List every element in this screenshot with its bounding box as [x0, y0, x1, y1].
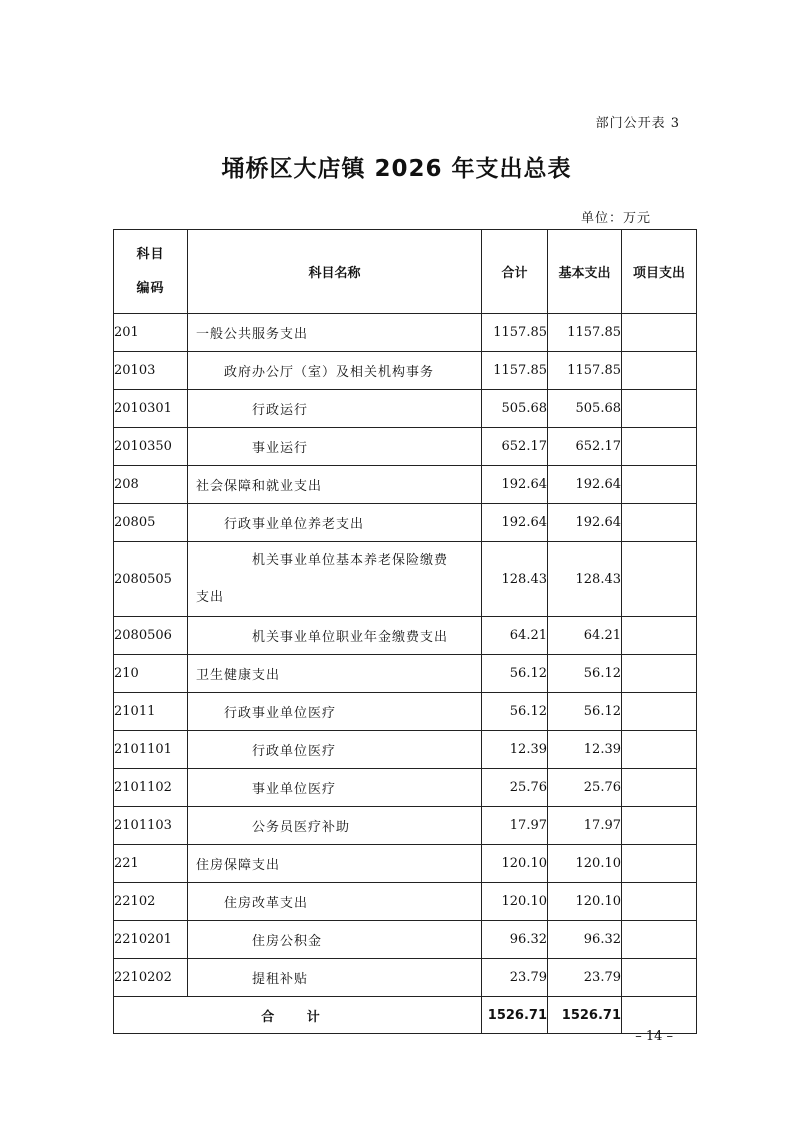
- row-code: 208: [114, 466, 188, 504]
- row-project: [622, 504, 697, 542]
- row-project: [622, 542, 697, 617]
- row-basic: 17.97: [548, 807, 622, 845]
- row-code: 221: [114, 845, 188, 883]
- row-name: 行政运行: [188, 390, 482, 428]
- row-project: [622, 731, 697, 769]
- row-name: 住房公积金: [188, 921, 482, 959]
- row-code: 201: [114, 314, 188, 352]
- row-basic: 56.12: [548, 655, 622, 693]
- row-total: 128.43: [482, 542, 548, 617]
- row-total: 120.10: [482, 845, 548, 883]
- row-name: 提租补贴: [188, 959, 482, 997]
- row-basic: 652.17: [548, 428, 622, 466]
- table-row: [114, 769, 697, 807]
- row-total: 23.79: [482, 959, 548, 997]
- row-total: 652.17: [482, 428, 548, 466]
- row-name-line1: [196, 542, 481, 579]
- unit-label: 单位：万元: [580, 211, 651, 226]
- row-basic: 23.79: [548, 959, 622, 997]
- row-name-line2: 支出: [196, 590, 225, 605]
- row-basic: 120.10: [548, 845, 622, 883]
- row-name: 机关事业单位职业年金缴费支出: [188, 617, 482, 655]
- table-row: [114, 466, 697, 504]
- row-project: [622, 428, 697, 466]
- row-basic: 25.76: [548, 769, 622, 807]
- total-project: [622, 997, 697, 1034]
- row-project: [622, 314, 697, 352]
- row-total: 12.39: [482, 731, 548, 769]
- row-project: [622, 845, 697, 883]
- row-project: [622, 655, 697, 693]
- table-row: [114, 693, 697, 731]
- table-row: [114, 731, 697, 769]
- row-code: 2080506: [114, 617, 188, 655]
- row-basic: 1157.85: [548, 314, 622, 352]
- row-name: 行政事业单位养老支出: [188, 504, 482, 542]
- table-header-row: [114, 230, 697, 314]
- table-row: [114, 959, 697, 997]
- row-total: 505.68: [482, 390, 548, 428]
- row-code: 2101101: [114, 731, 188, 769]
- row-code: 20103: [114, 352, 188, 390]
- row-code: 22102: [114, 883, 188, 921]
- row-total: 56.12: [482, 693, 548, 731]
- row-total: 192.64: [482, 466, 548, 504]
- row-code: 2210202: [114, 959, 188, 997]
- row-total: 1157.85: [482, 352, 548, 390]
- table-row: [114, 504, 697, 542]
- row-total: 96.32: [482, 921, 548, 959]
- total-basic: 1526.71: [548, 997, 622, 1034]
- row-name: 事业运行: [188, 428, 482, 466]
- row-code: 210: [114, 655, 188, 693]
- row-basic: 128.43: [548, 542, 622, 617]
- row-project: [622, 617, 697, 655]
- row-basic: 192.64: [548, 466, 622, 504]
- document-label: 部门公开表 3: [595, 116, 680, 131]
- header-code-line1: 科目: [136, 246, 165, 262]
- header-basic: 基本支出: [548, 230, 622, 314]
- row-basic: 64.21: [548, 617, 622, 655]
- row-project: [622, 883, 697, 921]
- row-total: 120.10: [482, 883, 548, 921]
- header-code-line2: 编码: [136, 280, 165, 296]
- row-project: [622, 959, 697, 997]
- table-row: [114, 314, 697, 352]
- header-total: 合计: [482, 230, 548, 314]
- row-basic: 192.64: [548, 504, 622, 542]
- row-name: 行政单位医疗: [188, 731, 482, 769]
- row-total: 17.97: [482, 807, 548, 845]
- row-name: 政府办公厅（室）及相关机构事务: [188, 352, 482, 390]
- table-row: [114, 921, 697, 959]
- header-name: 科目名称: [188, 230, 482, 314]
- row-name: 卫生健康支出: [188, 655, 482, 693]
- header-code: [114, 230, 188, 314]
- table-row: [114, 845, 697, 883]
- row-total: 64.21: [482, 617, 548, 655]
- total-label: 合 计: [114, 997, 482, 1034]
- row-name: [188, 542, 482, 617]
- table-row: [114, 390, 697, 428]
- row-name: 事业单位医疗: [188, 769, 482, 807]
- row-code: 2101103: [114, 807, 188, 845]
- expenditure-table: [113, 229, 697, 1034]
- row-name: 公务员医疗补助: [188, 807, 482, 845]
- row-total: 1157.85: [482, 314, 548, 352]
- table-row: [114, 883, 697, 921]
- row-code: 2010350: [114, 428, 188, 466]
- row-code: 20805: [114, 504, 188, 542]
- row-project: [622, 390, 697, 428]
- row-basic: 12.39: [548, 731, 622, 769]
- row-project: [622, 921, 697, 959]
- total-sum: 1526.71: [482, 997, 548, 1034]
- row-name-line1-text: 机关事业单位基本养老保险缴费: [252, 553, 449, 568]
- row-total: 192.64: [482, 504, 548, 542]
- row-name: 住房改革支出: [188, 883, 482, 921]
- row-basic: 1157.85: [548, 352, 622, 390]
- row-basic: 120.10: [548, 883, 622, 921]
- table-row: [114, 617, 697, 655]
- row-basic: 505.68: [548, 390, 622, 428]
- row-project: [622, 693, 697, 731]
- row-project: [622, 769, 697, 807]
- row-project: [622, 466, 697, 504]
- row-basic: 56.12: [548, 693, 622, 731]
- row-total: 25.76: [482, 769, 548, 807]
- table-row: [114, 655, 697, 693]
- table-row: [114, 542, 697, 617]
- table-row: [114, 352, 697, 390]
- table-row: [114, 428, 697, 466]
- table-row: [114, 807, 697, 845]
- row-code: 21011: [114, 693, 188, 731]
- row-name: 社会保障和就业支出: [188, 466, 482, 504]
- page-title: 埇桥区大店镇 2026 年支出总表: [221, 156, 572, 182]
- table-total-row: [114, 997, 697, 1034]
- row-code: 2101102: [114, 769, 188, 807]
- row-total: 56.12: [482, 655, 548, 693]
- page-number: – 14 –: [635, 1029, 673, 1044]
- row-code: 2010301: [114, 390, 188, 428]
- row-code: 2080505: [114, 542, 188, 617]
- header-project: 项目支出: [622, 230, 697, 314]
- row-code: 2210201: [114, 921, 188, 959]
- row-name: 一般公共服务支出: [188, 314, 482, 352]
- row-basic: 96.32: [548, 921, 622, 959]
- row-project: [622, 807, 697, 845]
- row-project: [622, 352, 697, 390]
- row-name: 住房保障支出: [188, 845, 482, 883]
- row-name: 行政事业单位医疗: [188, 693, 482, 731]
